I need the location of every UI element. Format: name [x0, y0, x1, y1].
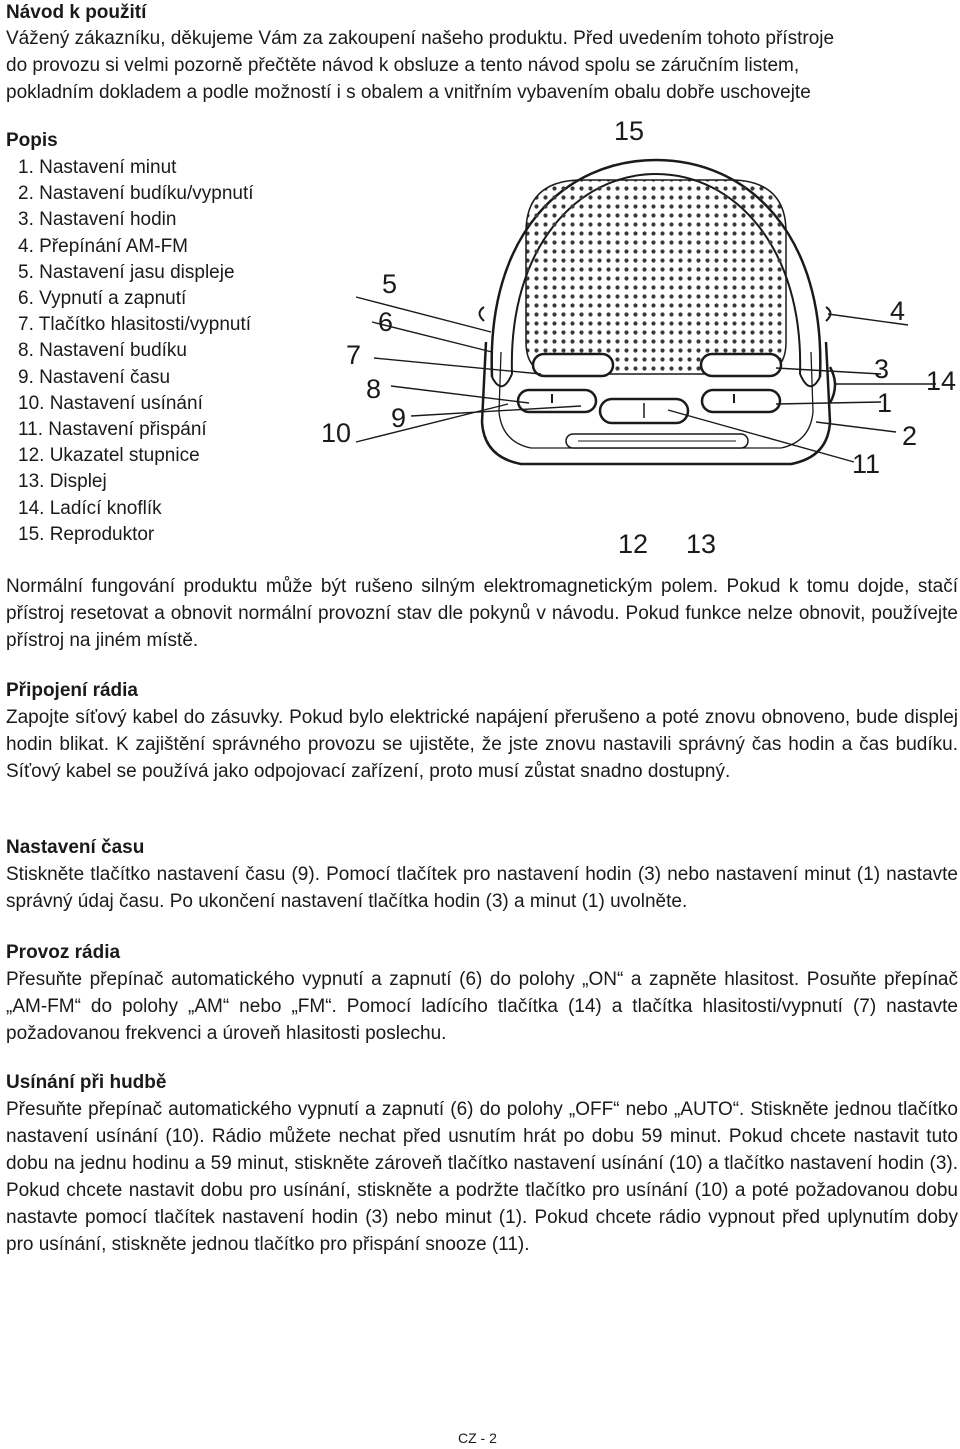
section-heading: Usínání při hudbě — [6, 1072, 167, 1093]
label-3: 3 — [874, 354, 890, 384]
page-number: CZ - 2 — [458, 1430, 497, 1446]
description-heading: Popis — [6, 130, 58, 151]
intro-line: Vážený zákazníku, děkujeme Vám za zakoupení našeho produktu. Před uvedením tohoto přístroje — [6, 28, 835, 49]
label-6: 6 — [378, 307, 394, 337]
label-4: 4 — [890, 296, 906, 326]
label-12: 12 — [618, 529, 649, 559]
hour-button — [701, 354, 781, 376]
speaker-grille — [526, 180, 786, 374]
page-title: Návod k použití — [6, 2, 147, 23]
list-item: 4. Přepínání AM-FM — [18, 235, 189, 257]
label-15: 15 — [614, 116, 645, 146]
section-radio-operation — [6, 940, 958, 1047]
list-item: 9. Nastavení času — [18, 366, 171, 388]
label-1: 1 — [877, 388, 893, 418]
section-text: Zapojte síťový kabel do zásuvky. Pokud bylo elektrické napájení přerušeno a poté znovu obnoveno, bude displej hodin blikat. K zajištění správného provozu se ujistěte, že jste znovu nastavili správný čas hodin a čas budíku. Síťový kabel se používá jako odpojovací zařízení, proto musí zůstat snadno dostupný. — [6, 707, 958, 782]
label-8: 8 — [366, 374, 382, 404]
label-9: 9 — [391, 403, 407, 433]
tuning-knob-icon — [830, 367, 835, 403]
label-13: 13 — [686, 529, 717, 559]
section-time-setting — [6, 835, 958, 915]
list-item: 8. Nastavení budíku — [18, 340, 187, 362]
label-7: 7 — [346, 340, 362, 370]
label-14: 14 — [926, 366, 956, 396]
intro-paragraph — [6, 25, 956, 106]
section-text: Přesuňte přepínač automatického vypnutí a zapnutí (6) do polohy „ON“ a zapněte hlasitost. Posuňte přepínač „AM-FM“ do polohy „AM“ nebo „FM“. Pomocí ladícího tlačítka (14) a tlačítka hlasitosti/vypnutí (7) nastavte požadovanou frekvenci a úroveň hlasitosti poslechu. — [6, 969, 958, 1044]
list-item: 14. Ladící knoflík — [18, 497, 162, 519]
radio-diagram — [316, 112, 956, 562]
label-10: 10 — [321, 418, 352, 448]
side-switch-left-icon — [480, 307, 485, 321]
section-interference — [6, 573, 958, 654]
section-heading: Provoz rádia — [6, 942, 121, 963]
list-item: 3. Nastavení hodin — [18, 209, 177, 231]
label-5: 5 — [382, 269, 398, 299]
list-item: 7. Tlačítko hlasitosti/vypnutí — [18, 314, 252, 336]
section-sleep-music — [6, 1070, 958, 1258]
section-heading: Nastavení času — [6, 837, 145, 858]
parts-list — [18, 155, 254, 548]
list-item: 6. Vypnutí a zapnutí — [18, 288, 187, 310]
list-item: 5. Nastavení jasu displeje — [18, 261, 235, 283]
intro-line: pokladním dokladem a podle možností i s obalem a vnitřním vybavením obalu dobře uschovejte — [6, 82, 811, 103]
minute-button — [702, 390, 780, 412]
section-text: Normální fungování produktu může být rušeno silným elektromagnetickým polem. Pokud k tomu dojde, stačí přístroj resetovat a obnovit normální provozní stav dle pokynů v návodu. Pokud funkce nelze obnovit, používejte přístroj na jiném místě. — [6, 576, 958, 651]
label-11: 11 — [852, 449, 881, 479]
alarm-button — [533, 354, 613, 376]
label-2: 2 — [902, 421, 918, 451]
list-item: 13. Displej — [18, 471, 107, 493]
list-item: 1. Nastavení minut — [18, 157, 177, 178]
list-item: 2. Nastavení budíku/vypnutí — [18, 183, 254, 205]
section-heading: Připojení rádia — [6, 680, 138, 701]
list-item: 11. Nastavení přispání — [18, 419, 207, 441]
section-radio-connection — [6, 678, 958, 785]
section-text: Stiskněte tlačítko nastavení času (9). Pomocí tlačítek pro nastavení hodin (3) nebo nastavení minut (1) nastavte správný údaj času. Po ukončení nastavení tlačítka hodin (3) a minut (1) uvolněte. — [6, 864, 958, 912]
intro-line: do provozu si velmi pozorně přečtěte návod k obsluze a tento návod spolu se záručním listem, — [6, 55, 800, 76]
section-text: Přesuňte přepínač automatického vypnutí a zapnutí (6) do polohy „OFF“ nebo „AUTO“. Stiskněte jednou tlačítko nastavení usínání (10). Rádio můžete nechat před usnutím hrát po dobu 59 minut. Pokud chcete nastavit tuto dobu na jednu hodinu a 59 minut, stiskněte zároveň tlačítko nastavení usínání (10) a tlačítko nastavení hodin (3). Pokud chcete nastavit dobu pro usínání, stiskněte a podržte tlačítko pro usínání (10) a poté požadovanou dobu nastavte pomocí tlačítek nastavení hodin (3) nebo minut (1). Pokud chcete rádio vypnout před uplynutím doby pro usínání, stiskněte jednou tlačítko pro přispání snooze (11). — [6, 1099, 958, 1255]
list-item: 12. Ukazatel stupnice — [18, 445, 200, 467]
list-item: 10. Nastavení usínání — [18, 392, 203, 414]
list-item: 15. Reproduktor — [18, 523, 155, 545]
